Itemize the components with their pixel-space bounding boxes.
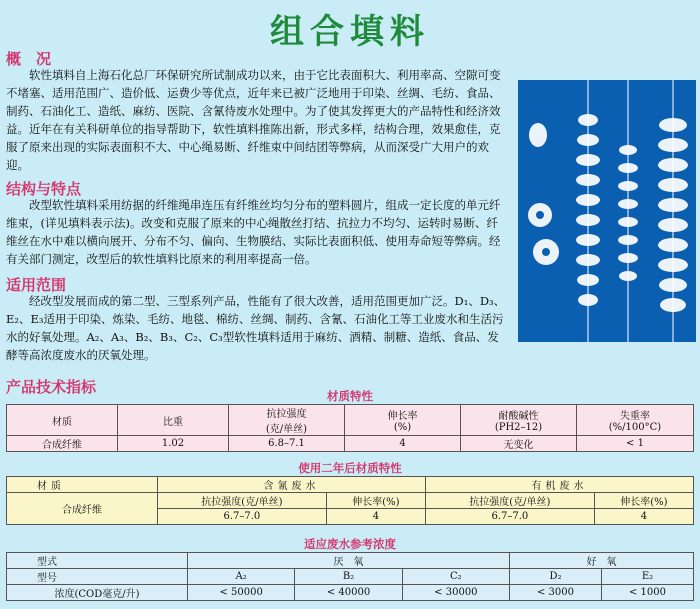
t3-conc-d2: < 3000 (510, 585, 602, 601)
t1-cell-weight-loss: < 1 (577, 436, 694, 452)
t3-aerobic-label: 好 氧 (510, 553, 694, 569)
t1-cell-tensile: 6.8–7.1 (229, 436, 345, 452)
t2-sub-tensile-1: 抗拉强度(克/单丝) (158, 493, 327, 509)
t2-group-cyanide: 含氰废水 (158, 477, 426, 493)
t1-header-weight-loss: 失重率 (%/100°C) (577, 405, 694, 436)
filler-illustration (518, 80, 696, 342)
t2-material-label: 材质 (7, 477, 158, 493)
t3-conc-label: 浓度(COD毫克/升) (7, 585, 188, 601)
t3-model-b2: B₂ (295, 569, 402, 585)
reference-concentration-table (6, 536, 694, 601)
t3-type-label: 型式 (7, 553, 188, 569)
t2-sub-elongation-1: 伸长率(%) (326, 493, 425, 509)
t1-cell-elongation: 4 (345, 436, 461, 452)
t3-conc-c2: < 30000 (402, 585, 509, 601)
table2-caption: 使用二年后材质特性 (298, 461, 402, 475)
t1-header-acid-resistance: 耐酸碱性 (PH2–12) (461, 405, 577, 436)
t2-val-elongation-1: 4 (326, 509, 425, 525)
structure-heading: 结构与特点 (6, 180, 82, 198)
specs-heading: 产品技术指标 (6, 378, 97, 396)
material-properties-table (6, 388, 694, 452)
t1-header-tensile: 抗拉强度 (克/单丝) (229, 405, 345, 436)
t1-cell-density: 1.02 (118, 436, 229, 452)
overview-text: 软性填料自上海石化总厂环保研究所试制成功以来，由于它比表面积大、利用率高、空隙可变不堵塞、适用范围广、造价低、运费少等优点，近年来已被广泛地用于印染、丝绸、毛纺、食品、制药、石油化工、造纸、麻纺、医院、含氰待废水处理中。为了使其发挥更大的产品特性和经济效益。近年在有关科研单位的指导帮助下，软性填料推陈出新，形式多样，结构合理，效果愈佳，克服了原来出现的实际表面积不大、中心绳易断、纤维束中间结团等弊病，从而深受广大用户的欢迎。 (6, 68, 501, 172)
t3-conc-b2: < 40000 (295, 585, 402, 601)
two-year-properties-table (6, 460, 694, 525)
t3-model-c2: C₂ (402, 569, 509, 585)
structure-text: 改型软性填料采用纺据的纤维绳串连压有纤维丝均匀分布的塑料圆片，组成一定长度的单元纤维束，(详见填料表示法)。改变和克服了原来的中心绳散丝打结、抗拉力不均匀、运转时易断、纤维丝在水中难以横向展开、分布不匀、偏向、生物膜结、实际比表面积低、使用寿命短等弊病。经有关部门测定，改型后的软性填料比原来的利用率提高一倍。 (6, 198, 501, 266)
scope-text: 经改型发展而成的第二型、三型系列产品，性能有了很大改善，适用范围更加广泛。D₁、D₃、E₂、E₃适用于印染、炼染、毛纺、地毯、棉纺、丝绸、制药、含氰、石油化工等工业废水和生活污水的好氧处理。A₂、A₃、B₂、B₃、C₂、C₃型软性填料适用于麻纺、酒精、制糖、造纸、食品、发酵等高浓度废水的厌氧处理。 (6, 294, 506, 362)
t3-model-label: 型号 (7, 569, 188, 585)
page-title: 组合填料 (270, 12, 430, 52)
t2-val-elongation-2: 4 (594, 509, 693, 525)
t3-model-e2: E₂ (602, 569, 694, 585)
overview-heading: 概 况 (6, 50, 52, 68)
t3-conc-a2: < 50000 (188, 585, 295, 601)
t3-model-d2: D₂ (510, 569, 602, 585)
t1-header-material: 材质 (7, 405, 118, 436)
table3-caption: 适应废水参考浓度 (304, 537, 396, 551)
t2-sub-tensile-2: 抗拉强度(克/单丝) (425, 493, 594, 509)
t1-header-density: 比重 (118, 405, 229, 436)
t1-cell-material: 合成纤维 (7, 436, 118, 452)
t2-group-organic: 有机废水 (425, 477, 693, 493)
t2-val-tensile-1: 6.7–7.0 (158, 509, 327, 525)
t3-model-a2: A₂ (188, 569, 295, 585)
filler-photo (518, 80, 696, 342)
t3-anaerobic-label: 厌 氧 (188, 553, 510, 569)
scope-heading: 适用范围 (6, 276, 67, 294)
t1-header-elongation: 伸长率 (%) (345, 405, 461, 436)
t2-row-label: 合成纤维 (7, 493, 158, 525)
table1-caption: 材质特性 (327, 389, 373, 403)
t1-cell-acid-resistance: 无变化 (461, 436, 577, 452)
t2-val-tensile-2: 6.7–7.0 (425, 509, 594, 525)
t3-conc-e2: < 1000 (602, 585, 694, 601)
t2-sub-elongation-2: 伸长率(%) (594, 493, 693, 509)
